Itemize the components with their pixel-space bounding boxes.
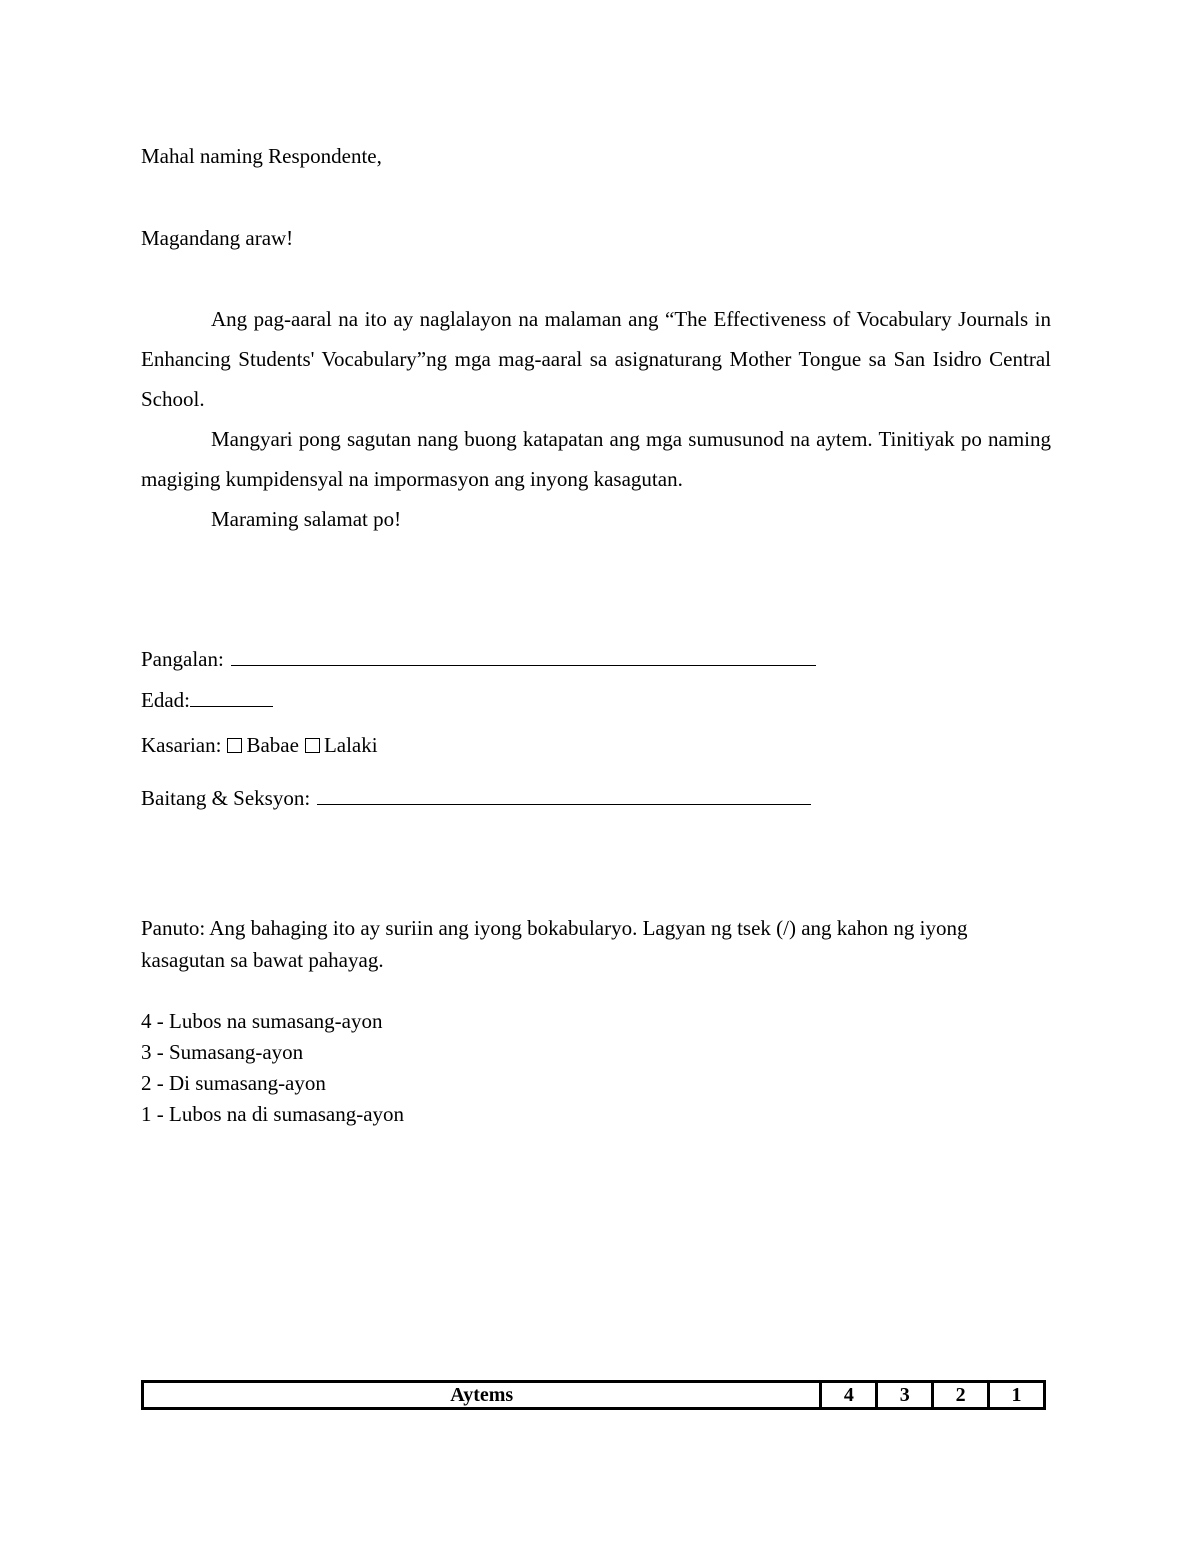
header-score-2: 2 <box>933 1382 989 1409</box>
paragraph-intro: Ang pag-aaral na ito ay naglalayon na malaman ang “The Effectiveness of Vocabulary Journals in Enhancing Students' Vocabulary”ng mga mag-aaral sa asignaturang Mother Tongue sa San Isidro Central School. <box>141 307 1051 411</box>
instructions: Panuto: Ang bahaging ito ay suriin ang iyong bokabularyo. Lagyan ng tsek (/) ang kahon ng iyong kasagutan sa bawat pahayag. <box>141 916 968 972</box>
name-label: Pangalan: <box>141 647 224 671</box>
paragraph-closing: Maraming salamat po! <box>211 507 402 531</box>
items-table <box>141 1380 1046 1410</box>
grade-section-label: Baitang & Seksyon: <box>141 786 311 810</box>
sex-option-label-lalaki: Lalaki <box>323 733 378 757</box>
sex-row <box>141 735 378 756</box>
header-score-4: 4 <box>821 1382 877 1409</box>
name-row <box>141 645 816 670</box>
sex-label: Kasarian: <box>141 733 222 757</box>
age-row <box>141 686 273 711</box>
header-score-3: 3 <box>877 1382 933 1409</box>
letter-body <box>141 299 1051 539</box>
table-header-row <box>143 1382 1045 1409</box>
header-aytems: Aytems <box>143 1382 821 1409</box>
greeting: Magandang araw! <box>141 226 294 250</box>
scale-item-2: 2 - Di sumasang-ayon <box>141 1071 326 1095</box>
header-score-1: 1 <box>989 1382 1045 1409</box>
name-field[interactable] <box>231 645 816 666</box>
scale-item-3: 3 - Sumasang-ayon <box>141 1040 304 1064</box>
sex-option-checkbox-babae[interactable] <box>227 738 242 753</box>
age-field[interactable] <box>190 686 273 707</box>
scale-item-1: 1 - Lubos na di sumasang-ayon <box>141 1102 405 1126</box>
sex-option-checkbox-lalaki[interactable] <box>305 738 320 753</box>
paragraph-request: Mangyari pong sagutan nang buong katapatan ang mga sumusunod na aytem. Tinitiyak po naming magiging kumpidensyal na impormasyon ang inyong kasagutan. <box>141 427 1051 491</box>
scale-item-4: 4 - Lubos na sumasang-ayon <box>141 1009 383 1033</box>
age-label: Edad: <box>141 688 190 712</box>
grade-section-row <box>141 784 811 809</box>
salutation: Mahal naming Respondente, <box>141 144 382 168</box>
sex-option-label-babae: Babae <box>246 733 299 757</box>
grade-section-field[interactable] <box>317 784 811 805</box>
